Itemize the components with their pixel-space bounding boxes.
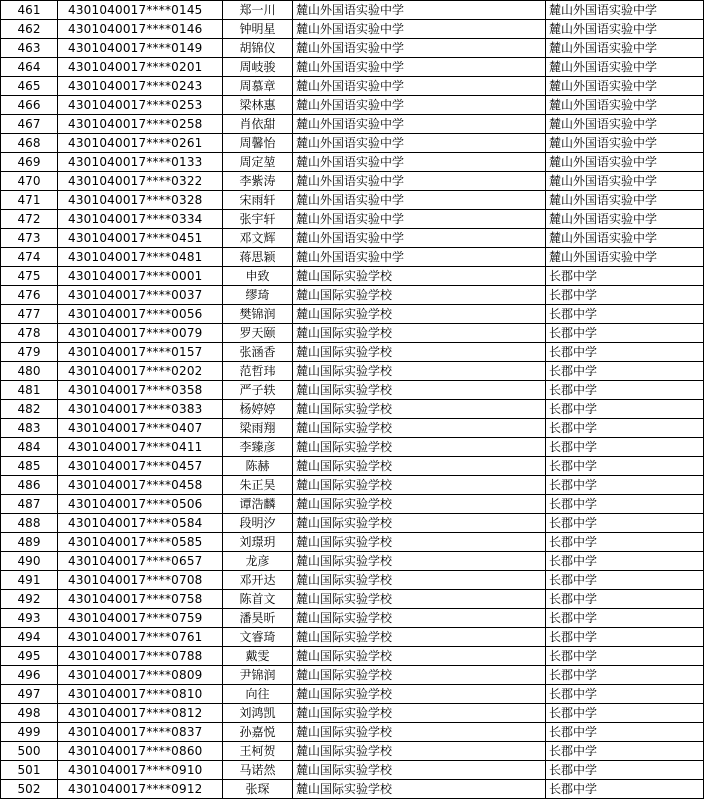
student-name-cell: 谭浩麟 bbox=[223, 495, 293, 514]
student-name-cell: 向往 bbox=[223, 685, 293, 704]
graduating-school-cell: 麓山国际实验学校 bbox=[293, 514, 546, 533]
admitted-school-cell: 麓山外国语实验中学 bbox=[546, 39, 704, 58]
student-name-cell: 宋雨轩 bbox=[223, 191, 293, 210]
table-row bbox=[1, 495, 704, 514]
serial-number-cell: 497 bbox=[1, 685, 58, 704]
table-row bbox=[1, 590, 704, 609]
table-row bbox=[1, 153, 704, 172]
graduating-school-cell: 麓山国际实验学校 bbox=[293, 495, 546, 514]
graduating-school-cell: 麓山外国语实验中学 bbox=[293, 115, 546, 134]
graduating-school-cell: 麓山国际实验学校 bbox=[293, 685, 546, 704]
admitted-school-cell: 长郡中学 bbox=[546, 704, 704, 723]
serial-number-cell: 477 bbox=[1, 305, 58, 324]
student-name-cell: 刘鸿凯 bbox=[223, 704, 293, 723]
admitted-school-cell: 麓山外国语实验中学 bbox=[546, 153, 704, 172]
exam-id-cell: 4301040017****0810 bbox=[58, 685, 223, 704]
serial-number-cell: 485 bbox=[1, 457, 58, 476]
graduating-school-cell: 麓山国际实验学校 bbox=[293, 438, 546, 457]
serial-number-cell: 496 bbox=[1, 666, 58, 685]
serial-number-cell: 495 bbox=[1, 647, 58, 666]
exam-id-cell: 4301040017****0358 bbox=[58, 381, 223, 400]
serial-number-cell: 487 bbox=[1, 495, 58, 514]
admitted-school-cell: 长郡中学 bbox=[546, 742, 704, 761]
table-row bbox=[1, 20, 704, 39]
student-name-cell: 范哲玮 bbox=[223, 362, 293, 381]
table-row bbox=[1, 58, 704, 77]
admitted-school-cell: 长郡中学 bbox=[546, 419, 704, 438]
admitted-school-cell: 长郡中学 bbox=[546, 495, 704, 514]
table-row bbox=[1, 666, 704, 685]
admitted-school-cell: 麓山外国语实验中学 bbox=[546, 96, 704, 115]
student-name-cell: 马诺然 bbox=[223, 761, 293, 780]
student-name-cell: 郑一川 bbox=[223, 1, 293, 20]
table-row bbox=[1, 324, 704, 343]
exam-id-cell: 4301040017****0506 bbox=[58, 495, 223, 514]
table-row bbox=[1, 96, 704, 115]
graduating-school-cell: 麓山外国语实验中学 bbox=[293, 191, 546, 210]
table-row bbox=[1, 191, 704, 210]
serial-number-cell: 499 bbox=[1, 723, 58, 742]
serial-number-cell: 500 bbox=[1, 742, 58, 761]
admitted-school-cell: 麓山外国语实验中学 bbox=[546, 20, 704, 39]
exam-id-cell: 4301040017****0149 bbox=[58, 39, 223, 58]
table-row bbox=[1, 172, 704, 191]
student-name-cell: 刘璟玥 bbox=[223, 533, 293, 552]
graduating-school-cell: 麓山国际实验学校 bbox=[293, 609, 546, 628]
graduating-school-cell: 麓山国际实验学校 bbox=[293, 267, 546, 286]
serial-number-cell: 482 bbox=[1, 400, 58, 419]
exam-id-cell: 4301040017****0322 bbox=[58, 172, 223, 191]
student-name-cell: 段明汐 bbox=[223, 514, 293, 533]
graduating-school-cell: 麓山国际实验学校 bbox=[293, 723, 546, 742]
student-name-cell: 李臻彦 bbox=[223, 438, 293, 457]
table-row bbox=[1, 362, 704, 381]
graduating-school-cell: 麓山国际实验学校 bbox=[293, 400, 546, 419]
exam-id-cell: 4301040017****0761 bbox=[58, 628, 223, 647]
exam-id-cell: 4301040017****0253 bbox=[58, 96, 223, 115]
admitted-school-cell: 长郡中学 bbox=[546, 609, 704, 628]
exam-id-cell: 4301040017****0657 bbox=[58, 552, 223, 571]
graduating-school-cell: 麓山国际实验学校 bbox=[293, 666, 546, 685]
graduating-school-cell: 麓山国际实验学校 bbox=[293, 742, 546, 761]
serial-number-cell: 463 bbox=[1, 39, 58, 58]
table-row bbox=[1, 704, 704, 723]
student-name-cell: 周岐骏 bbox=[223, 58, 293, 77]
serial-number-cell: 461 bbox=[1, 1, 58, 20]
exam-id-cell: 4301040017****0411 bbox=[58, 438, 223, 457]
admitted-school-cell: 长郡中学 bbox=[546, 552, 704, 571]
graduating-school-cell: 麓山国际实验学校 bbox=[293, 324, 546, 343]
graduating-school-cell: 麓山国际实验学校 bbox=[293, 647, 546, 666]
table-row bbox=[1, 780, 704, 799]
graduating-school-cell: 麓山外国语实验中学 bbox=[293, 58, 546, 77]
graduating-school-cell: 麓山国际实验学校 bbox=[293, 780, 546, 799]
graduating-school-cell: 麓山国际实验学校 bbox=[293, 571, 546, 590]
table-row bbox=[1, 552, 704, 571]
serial-number-cell: 501 bbox=[1, 761, 58, 780]
student-name-cell: 张涵香 bbox=[223, 343, 293, 362]
exam-id-cell: 4301040017****0001 bbox=[58, 267, 223, 286]
student-name-cell: 胡锦仪 bbox=[223, 39, 293, 58]
exam-id-cell: 4301040017****0334 bbox=[58, 210, 223, 229]
exam-id-cell: 4301040017****0146 bbox=[58, 20, 223, 39]
student-name-cell: 孙嘉悦 bbox=[223, 723, 293, 742]
admitted-school-cell: 麓山外国语实验中学 bbox=[546, 1, 704, 20]
serial-number-cell: 466 bbox=[1, 96, 58, 115]
exam-id-cell: 4301040017****0708 bbox=[58, 571, 223, 590]
exam-id-cell: 4301040017****0157 bbox=[58, 343, 223, 362]
serial-number-cell: 489 bbox=[1, 533, 58, 552]
serial-number-cell: 469 bbox=[1, 153, 58, 172]
student-name-cell: 朱正昊 bbox=[223, 476, 293, 495]
serial-number-cell: 488 bbox=[1, 514, 58, 533]
table-row bbox=[1, 1, 704, 20]
table-row bbox=[1, 723, 704, 742]
table-row bbox=[1, 400, 704, 419]
graduating-school-cell: 麓山国际实验学校 bbox=[293, 286, 546, 305]
exam-id-cell: 4301040017****0201 bbox=[58, 58, 223, 77]
exam-id-cell: 4301040017****0584 bbox=[58, 514, 223, 533]
serial-number-cell: 468 bbox=[1, 134, 58, 153]
table-row bbox=[1, 647, 704, 666]
student-name-cell: 樊锦润 bbox=[223, 305, 293, 324]
serial-number-cell: 467 bbox=[1, 115, 58, 134]
exam-id-cell: 4301040017****0585 bbox=[58, 533, 223, 552]
graduating-school-cell: 麓山国际实验学校 bbox=[293, 476, 546, 495]
table-row bbox=[1, 286, 704, 305]
serial-number-cell: 478 bbox=[1, 324, 58, 343]
graduating-school-cell: 麓山国际实验学校 bbox=[293, 628, 546, 647]
graduating-school-cell: 麓山外国语实验中学 bbox=[293, 77, 546, 96]
admitted-school-cell: 长郡中学 bbox=[546, 400, 704, 419]
student-name-cell: 梁雨翔 bbox=[223, 419, 293, 438]
admitted-school-cell: 麓山外国语实验中学 bbox=[546, 58, 704, 77]
admitted-school-cell: 麓山外国语实验中学 bbox=[546, 172, 704, 191]
admitted-school-cell: 长郡中学 bbox=[546, 533, 704, 552]
admitted-school-cell: 长郡中学 bbox=[546, 666, 704, 685]
table-row bbox=[1, 115, 704, 134]
graduating-school-cell: 麓山外国语实验中学 bbox=[293, 39, 546, 58]
student-name-cell: 潘昊昕 bbox=[223, 609, 293, 628]
table-row bbox=[1, 609, 704, 628]
admitted-school-cell: 长郡中学 bbox=[546, 590, 704, 609]
graduating-school-cell: 麓山外国语实验中学 bbox=[293, 134, 546, 153]
exam-id-cell: 4301040017****0056 bbox=[58, 305, 223, 324]
admitted-school-cell: 麓山外国语实验中学 bbox=[546, 134, 704, 153]
serial-number-cell: 473 bbox=[1, 229, 58, 248]
exam-id-cell: 4301040017****0837 bbox=[58, 723, 223, 742]
serial-number-cell: 493 bbox=[1, 609, 58, 628]
table-row bbox=[1, 438, 704, 457]
table-row bbox=[1, 381, 704, 400]
table-row bbox=[1, 343, 704, 362]
exam-id-cell: 4301040017****0788 bbox=[58, 647, 223, 666]
table-body bbox=[1, 1, 704, 799]
exam-id-cell: 4301040017****0383 bbox=[58, 400, 223, 419]
student-name-cell: 戴雯 bbox=[223, 647, 293, 666]
admitted-school-cell: 长郡中学 bbox=[546, 476, 704, 495]
serial-number-cell: 464 bbox=[1, 58, 58, 77]
graduating-school-cell: 麓山国际实验学校 bbox=[293, 305, 546, 324]
table-row bbox=[1, 761, 704, 780]
admitted-school-cell: 长郡中学 bbox=[546, 457, 704, 476]
serial-number-cell: 484 bbox=[1, 438, 58, 457]
exam-id-cell: 4301040017****0261 bbox=[58, 134, 223, 153]
serial-number-cell: 502 bbox=[1, 780, 58, 799]
graduating-school-cell: 麓山外国语实验中学 bbox=[293, 229, 546, 248]
admitted-school-cell: 长郡中学 bbox=[546, 438, 704, 457]
graduating-school-cell: 麓山外国语实验中学 bbox=[293, 1, 546, 20]
table-row bbox=[1, 267, 704, 286]
admitted-school-cell: 长郡中学 bbox=[546, 305, 704, 324]
serial-number-cell: 462 bbox=[1, 20, 58, 39]
table-row bbox=[1, 419, 704, 438]
serial-number-cell: 475 bbox=[1, 267, 58, 286]
graduating-school-cell: 麓山国际实验学校 bbox=[293, 761, 546, 780]
admitted-school-cell: 长郡中学 bbox=[546, 685, 704, 704]
graduating-school-cell: 麓山国际实验学校 bbox=[293, 362, 546, 381]
admitted-school-cell: 麓山外国语实验中学 bbox=[546, 248, 704, 267]
exam-id-cell: 4301040017****0145 bbox=[58, 1, 223, 20]
admitted-school-cell: 长郡中学 bbox=[546, 267, 704, 286]
serial-number-cell: 480 bbox=[1, 362, 58, 381]
exam-id-cell: 4301040017****0079 bbox=[58, 324, 223, 343]
table-row bbox=[1, 305, 704, 324]
exam-id-cell: 4301040017****0481 bbox=[58, 248, 223, 267]
admitted-school-cell: 长郡中学 bbox=[546, 324, 704, 343]
exam-id-cell: 4301040017****0758 bbox=[58, 590, 223, 609]
graduating-school-cell: 麓山国际实验学校 bbox=[293, 419, 546, 438]
serial-number-cell: 494 bbox=[1, 628, 58, 647]
student-name-cell: 杨婷婷 bbox=[223, 400, 293, 419]
graduating-school-cell: 麓山外国语实验中学 bbox=[293, 20, 546, 39]
admitted-school-cell: 麓山外国语实验中学 bbox=[546, 210, 704, 229]
table-row bbox=[1, 628, 704, 647]
table-row bbox=[1, 514, 704, 533]
serial-number-cell: 472 bbox=[1, 210, 58, 229]
admitted-school-cell: 麓山外国语实验中学 bbox=[546, 229, 704, 248]
serial-number-cell: 470 bbox=[1, 172, 58, 191]
admitted-school-cell: 长郡中学 bbox=[546, 514, 704, 533]
serial-number-cell: 465 bbox=[1, 77, 58, 96]
admitted-school-cell: 长郡中学 bbox=[546, 780, 704, 799]
student-name-cell: 周定堃 bbox=[223, 153, 293, 172]
exam-id-cell: 4301040017****0812 bbox=[58, 704, 223, 723]
graduating-school-cell: 麓山外国语实验中学 bbox=[293, 153, 546, 172]
exam-id-cell: 4301040017****0407 bbox=[58, 419, 223, 438]
graduating-school-cell: 麓山国际实验学校 bbox=[293, 381, 546, 400]
table-row bbox=[1, 476, 704, 495]
graduating-school-cell: 麓山外国语实验中学 bbox=[293, 172, 546, 191]
serial-number-cell: 491 bbox=[1, 571, 58, 590]
admitted-school-cell: 麓山外国语实验中学 bbox=[546, 77, 704, 96]
admitted-school-cell: 长郡中学 bbox=[546, 723, 704, 742]
exam-id-cell: 4301040017****0202 bbox=[58, 362, 223, 381]
serial-number-cell: 490 bbox=[1, 552, 58, 571]
student-name-cell: 张琛 bbox=[223, 780, 293, 799]
table-row bbox=[1, 685, 704, 704]
table-row bbox=[1, 229, 704, 248]
exam-id-cell: 4301040017****0328 bbox=[58, 191, 223, 210]
serial-number-cell: 471 bbox=[1, 191, 58, 210]
admitted-school-cell: 麓山外国语实验中学 bbox=[546, 191, 704, 210]
student-name-cell: 钟明星 bbox=[223, 20, 293, 39]
student-name-cell: 龙彦 bbox=[223, 552, 293, 571]
serial-number-cell: 479 bbox=[1, 343, 58, 362]
graduating-school-cell: 麓山外国语实验中学 bbox=[293, 248, 546, 267]
graduating-school-cell: 麓山国际实验学校 bbox=[293, 457, 546, 476]
table-row bbox=[1, 571, 704, 590]
serial-number-cell: 481 bbox=[1, 381, 58, 400]
table-row bbox=[1, 457, 704, 476]
student-name-cell: 梁林惠 bbox=[223, 96, 293, 115]
admitted-school-cell: 长郡中学 bbox=[546, 343, 704, 362]
graduating-school-cell: 麓山国际实验学校 bbox=[293, 552, 546, 571]
student-name-cell: 蒋思颖 bbox=[223, 248, 293, 267]
student-name-cell: 王柯贺 bbox=[223, 742, 293, 761]
admitted-school-cell: 长郡中学 bbox=[546, 571, 704, 590]
table-row bbox=[1, 210, 704, 229]
student-name-cell: 邓文辉 bbox=[223, 229, 293, 248]
exam-id-cell: 4301040017****0809 bbox=[58, 666, 223, 685]
student-name-cell: 尹锦润 bbox=[223, 666, 293, 685]
serial-number-cell: 498 bbox=[1, 704, 58, 723]
exam-id-cell: 4301040017****0243 bbox=[58, 77, 223, 96]
student-name-cell: 文睿琦 bbox=[223, 628, 293, 647]
student-name-cell: 肖依甜 bbox=[223, 115, 293, 134]
admitted-school-cell: 长郡中学 bbox=[546, 286, 704, 305]
serial-number-cell: 474 bbox=[1, 248, 58, 267]
student-name-cell: 陈赫 bbox=[223, 457, 293, 476]
exam-id-cell: 4301040017****0133 bbox=[58, 153, 223, 172]
serial-number-cell: 483 bbox=[1, 419, 58, 438]
graduating-school-cell: 麓山国际实验学校 bbox=[293, 533, 546, 552]
admitted-school-cell: 麓山外国语实验中学 bbox=[546, 115, 704, 134]
graduating-school-cell: 麓山国际实验学校 bbox=[293, 704, 546, 723]
exam-id-cell: 4301040017****0912 bbox=[58, 780, 223, 799]
admitted-school-cell: 长郡中学 bbox=[546, 362, 704, 381]
student-name-cell: 严子轶 bbox=[223, 381, 293, 400]
serial-number-cell: 486 bbox=[1, 476, 58, 495]
student-name-cell: 邓开达 bbox=[223, 571, 293, 590]
table-row bbox=[1, 742, 704, 761]
student-name-cell: 申致 bbox=[223, 267, 293, 286]
admitted-school-cell: 长郡中学 bbox=[546, 647, 704, 666]
student-name-cell: 缪琦 bbox=[223, 286, 293, 305]
table-row bbox=[1, 134, 704, 153]
table-row bbox=[1, 39, 704, 58]
exam-id-cell: 4301040017****0458 bbox=[58, 476, 223, 495]
table-row bbox=[1, 248, 704, 267]
admitted-school-cell: 长郡中学 bbox=[546, 628, 704, 647]
exam-id-cell: 4301040017****0451 bbox=[58, 229, 223, 248]
student-name-cell: 罗天颐 bbox=[223, 324, 293, 343]
exam-id-cell: 4301040017****0037 bbox=[58, 286, 223, 305]
student-name-cell: 周馨怡 bbox=[223, 134, 293, 153]
graduating-school-cell: 麓山外国语实验中学 bbox=[293, 96, 546, 115]
student-name-cell: 周慕章 bbox=[223, 77, 293, 96]
graduating-school-cell: 麓山国际实验学校 bbox=[293, 343, 546, 362]
student-name-cell: 李紫涛 bbox=[223, 172, 293, 191]
graduating-school-cell: 麓山国际实验学校 bbox=[293, 590, 546, 609]
exam-id-cell: 4301040017****0910 bbox=[58, 761, 223, 780]
serial-number-cell: 492 bbox=[1, 590, 58, 609]
serial-number-cell: 476 bbox=[1, 286, 58, 305]
admitted-school-cell: 长郡中学 bbox=[546, 761, 704, 780]
admitted-school-cell: 长郡中学 bbox=[546, 381, 704, 400]
table-row bbox=[1, 533, 704, 552]
student-name-cell: 陈首文 bbox=[223, 590, 293, 609]
table-row bbox=[1, 77, 704, 96]
exam-id-cell: 4301040017****0258 bbox=[58, 115, 223, 134]
exam-id-cell: 4301040017****0759 bbox=[58, 609, 223, 628]
exam-id-cell: 4301040017****0457 bbox=[58, 457, 223, 476]
exam-id-cell: 4301040017****0860 bbox=[58, 742, 223, 761]
student-name-cell: 张宇轩 bbox=[223, 210, 293, 229]
graduating-school-cell: 麓山外国语实验中学 bbox=[293, 210, 546, 229]
